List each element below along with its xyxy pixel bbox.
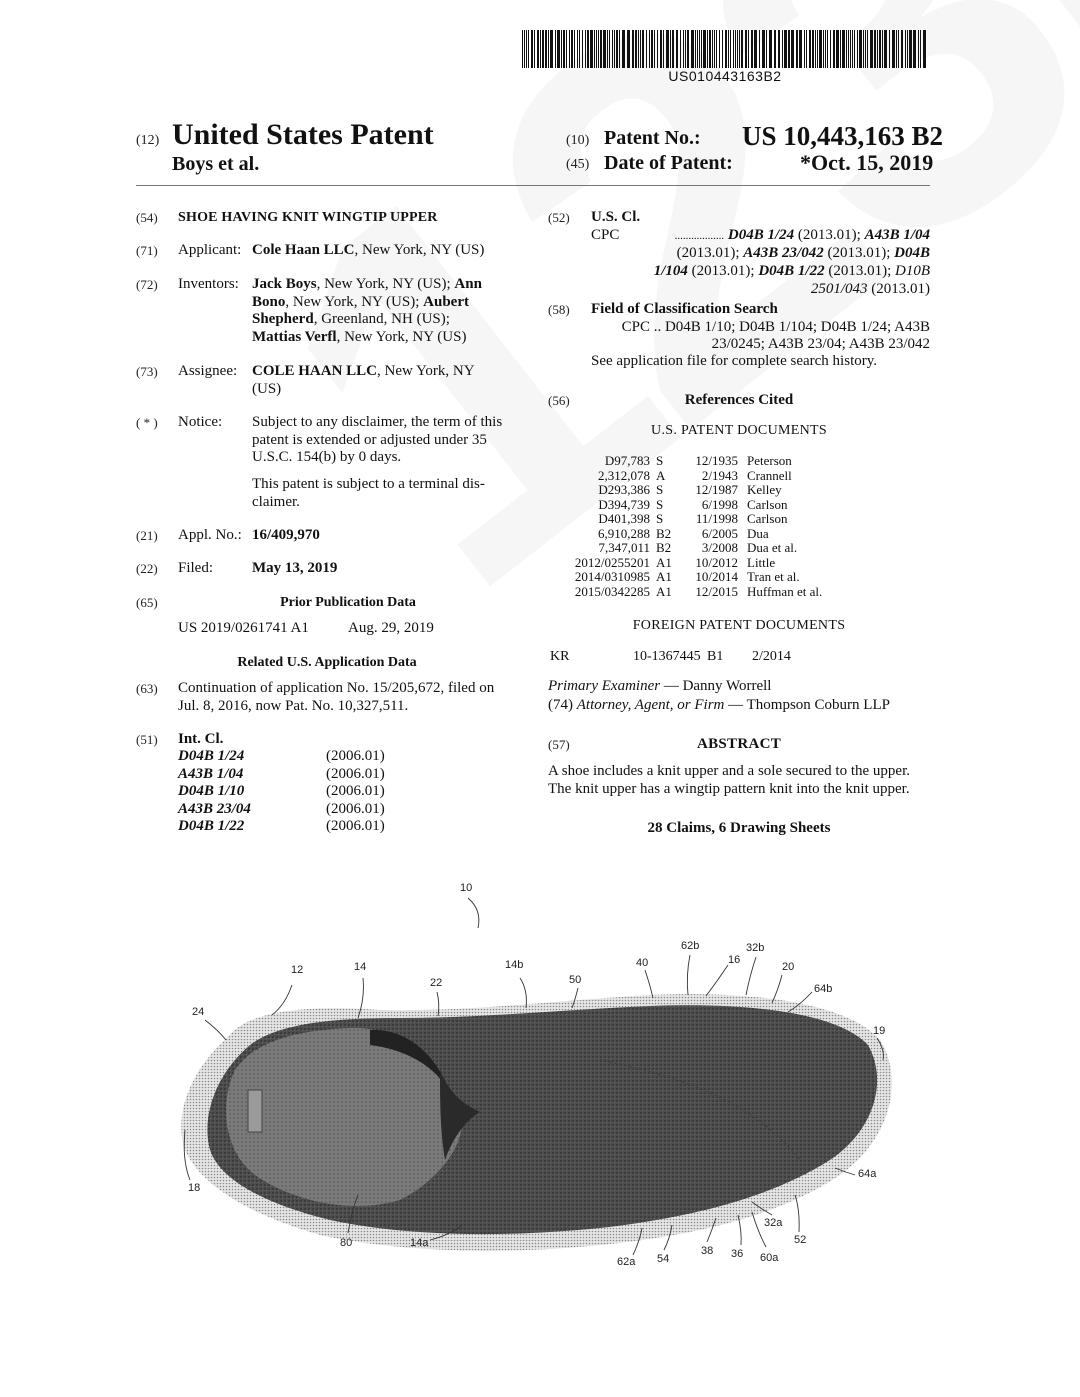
barcode-bar xyxy=(579,30,580,68)
barcode-bar xyxy=(733,30,734,68)
reference-kind: S xyxy=(656,496,664,512)
barcode-bar xyxy=(762,30,765,68)
reference-date: 12/2015 xyxy=(695,583,738,599)
barcode-bar xyxy=(666,30,669,68)
invention-title: SHOE HAVING KNIT WINGTIP UPPER xyxy=(178,210,438,225)
barcode-bar xyxy=(748,30,749,68)
reference-inventor: Peterson xyxy=(747,453,792,468)
barcode-bar xyxy=(859,30,862,68)
reference-row xyxy=(555,570,822,585)
code-52: (52) xyxy=(548,210,570,225)
barcode-bar xyxy=(654,30,655,68)
barcode-bar xyxy=(819,30,822,68)
barcode-bar xyxy=(874,30,876,68)
barcode-bar xyxy=(737,30,738,68)
barcode-bar xyxy=(557,30,560,68)
code-51: (51) xyxy=(136,732,158,747)
ref-label: 22 xyxy=(430,977,443,989)
ref-label: 24 xyxy=(192,1006,205,1018)
barcode-bar xyxy=(619,30,620,68)
terminal-disclaimer: This patent is subject to a terminal dis- claimer. xyxy=(252,476,485,510)
code-56: (56) xyxy=(548,393,570,408)
barcode-bar xyxy=(594,30,595,68)
reference-number: 2,312,078 xyxy=(598,467,650,483)
assignee-label: Assignee: xyxy=(178,363,238,379)
barcode-bar xyxy=(867,30,868,68)
barcode-bar xyxy=(660,30,662,68)
code-73: (73) xyxy=(136,364,158,379)
prior-pub-number: US 2019/0261741 A1 xyxy=(178,620,309,636)
us-cl-label: U.S. Cl. xyxy=(591,209,641,225)
barcode-bar xyxy=(817,30,818,68)
barcode-bar xyxy=(528,30,529,68)
ref-label: 12 xyxy=(291,964,304,976)
barcode-bar xyxy=(638,30,639,68)
reference-row xyxy=(555,483,822,498)
reference-inventor: Carlson xyxy=(747,496,788,512)
int-cl-row: D04B 1/24 (2006.01) xyxy=(178,748,385,764)
code-notice: ( * ) xyxy=(136,415,158,430)
notice-label: Notice: xyxy=(178,414,223,430)
int-cl-table xyxy=(178,748,385,836)
reference-date: 2/1943 xyxy=(701,467,738,483)
barcode-bar xyxy=(596,30,597,68)
barcode-bar xyxy=(542,30,544,68)
barcode-bar xyxy=(804,30,805,68)
barcode-bar xyxy=(534,30,535,68)
barcode-bar xyxy=(609,30,610,68)
reference-date: 6/2005 xyxy=(701,525,738,541)
code-45: (45) xyxy=(566,157,590,172)
barcode-bar xyxy=(865,30,866,68)
barcode-bar xyxy=(627,30,630,68)
reference-number: D394,739 xyxy=(598,496,650,512)
reference-date: 12/1987 xyxy=(695,482,738,497)
reference-kind: A xyxy=(656,467,666,483)
barcode-bar xyxy=(815,30,816,68)
barcode-bar xyxy=(799,30,802,68)
barcode-bar xyxy=(649,30,650,68)
us-cl-line-1: .................. D04B 1/24 (2013.01); A43B 1/04 xyxy=(674,227,930,243)
date-label: Date of Patent: xyxy=(604,152,733,174)
barcode-bar xyxy=(892,30,895,68)
barcode-bar xyxy=(707,30,708,68)
ref-label: 18 xyxy=(188,1182,201,1194)
barcode-bar xyxy=(725,30,727,68)
barcode-bar xyxy=(913,30,916,68)
barcode-bar xyxy=(701,30,702,68)
barcode-bar xyxy=(884,30,887,68)
field-search-line-1: CPC .. D04B 1/10; D04B 1/104; D04B 1/24; A43B xyxy=(621,319,930,335)
field-search-label: Field of Classification Search xyxy=(591,301,778,317)
int-cl-row: A43B 23/04 (2006.01) xyxy=(178,800,385,817)
barcode-bar xyxy=(531,30,533,68)
foreign-number: 10-1367445 xyxy=(633,649,701,664)
barcode-bar xyxy=(663,30,664,68)
barcode-bar xyxy=(571,30,573,68)
reference-row xyxy=(555,527,822,542)
reference-number: D293,386 xyxy=(598,482,650,497)
barcode-bar xyxy=(680,30,681,68)
reference-row xyxy=(555,454,822,469)
patent-no-label: Patent No.: xyxy=(604,127,701,149)
ref-label: 19 xyxy=(873,1025,886,1037)
reference-number: 2015/0342285 xyxy=(574,583,650,599)
barcode-bar xyxy=(566,30,567,68)
barcode-bar xyxy=(577,30,578,68)
reference-number: 2014/0310985 xyxy=(574,569,650,584)
barcode-bar xyxy=(598,30,599,68)
barcode-bar xyxy=(741,30,743,68)
ref-label: 52 xyxy=(794,1234,807,1246)
code-58: (58) xyxy=(548,302,570,317)
reference-inventor: Crannell xyxy=(747,467,792,483)
ref-label: 36 xyxy=(731,1248,744,1260)
barcode-bar xyxy=(709,30,711,68)
us-cl-line-2: (2013.01); A43B 23/042 (2013.01); D04B xyxy=(676,245,930,261)
barcode-bar xyxy=(882,30,883,68)
barcode-bar xyxy=(714,30,715,68)
ref-label: 10 xyxy=(460,882,473,894)
reference-kind: A1 xyxy=(656,554,672,570)
barcode-bar xyxy=(585,30,586,68)
code-10: (10) xyxy=(566,133,590,148)
primary-examiner: Primary Examiner — Danny Worrell xyxy=(548,678,772,694)
barcode-bar xyxy=(730,30,731,68)
barcode-bar xyxy=(607,30,608,68)
barcode-bar xyxy=(697,30,698,68)
code-72: (72) xyxy=(136,277,158,292)
ref-label: 14a xyxy=(410,1237,429,1249)
barcode-bar xyxy=(754,30,757,68)
reference-kind: S xyxy=(656,511,664,526)
barcode-bar xyxy=(672,30,674,68)
prior-pub-date: Aug. 29, 2019 xyxy=(348,620,434,636)
authors: Boys et al. xyxy=(172,153,260,175)
appl-no: 16/409,970 xyxy=(252,527,320,543)
barcode-bar xyxy=(791,30,794,68)
barcode-bar xyxy=(836,30,839,68)
foreign-date: 2/2014 xyxy=(752,649,791,664)
barcode-bar xyxy=(850,30,851,68)
reference-number: 6,910,288 xyxy=(598,525,650,541)
barcode-bar xyxy=(569,30,570,68)
code-21: (21) xyxy=(136,528,158,543)
barcode-bar xyxy=(901,30,903,68)
barcode-bar xyxy=(896,30,897,68)
barcode-bar xyxy=(796,30,798,68)
barcode-bar xyxy=(683,30,684,68)
patent-number: US 10,443,163 B2 xyxy=(742,121,944,151)
barcode-bar xyxy=(840,30,841,68)
reference-kind: S xyxy=(656,453,664,468)
barcode-bar xyxy=(712,30,713,68)
barcode-bar xyxy=(909,30,912,68)
reference-inventor: Dua xyxy=(747,525,769,541)
ref-label: 14 xyxy=(354,961,367,973)
barcode-bar xyxy=(651,30,653,68)
code-71: (71) xyxy=(136,243,158,258)
barcode-bar xyxy=(563,30,565,68)
barcode-bar xyxy=(907,30,908,68)
barcode-bar xyxy=(695,30,696,68)
barcode-bar xyxy=(524,30,525,68)
barcode-bar xyxy=(685,30,686,68)
barcode-bar xyxy=(603,30,606,68)
barcode-bar xyxy=(782,30,783,68)
continuation-text: Continuation of application No. 15/205,672, filed on Jul. 8, 2016, now Pat. No. 10,327,511. xyxy=(178,680,495,714)
barcode-bar xyxy=(870,30,873,68)
reference-date: 12/1935 xyxy=(695,453,738,468)
barcode-bar xyxy=(830,30,831,68)
barcode-number: US010443163B2 xyxy=(668,68,782,84)
ref-label: 50 xyxy=(569,974,582,986)
reference-row xyxy=(555,498,822,513)
barcode-bar xyxy=(848,30,849,68)
shoe-drawing xyxy=(0,870,1080,1290)
barcode-bar xyxy=(622,30,625,68)
ref-label: 38 xyxy=(701,1245,714,1257)
prior-pub-heading: Prior Publication Data xyxy=(280,595,416,610)
barcode-bar xyxy=(632,30,634,68)
barcode-bar xyxy=(769,30,772,68)
reference-row xyxy=(555,556,822,571)
reference-inventor: Carlson xyxy=(747,511,788,526)
barcode-bar xyxy=(561,30,562,68)
barcode-bar xyxy=(728,30,729,68)
barcode-bar xyxy=(642,30,644,68)
barcode-bar xyxy=(806,30,807,68)
assignee: COLE HAAN LLC, New York, NY (US) xyxy=(252,363,475,397)
barcode-bar xyxy=(691,30,694,68)
barcode-bar xyxy=(877,30,878,68)
ref-label: 80 xyxy=(340,1237,353,1249)
foreign-docs-heading: FOREIGN PATENT DOCUMENTS xyxy=(632,618,846,633)
reference-kind: A1 xyxy=(656,569,672,584)
references-table xyxy=(555,454,822,599)
barcode-bar xyxy=(766,30,767,68)
int-cl-label: Int. Cl. xyxy=(178,731,224,747)
barcode-bar xyxy=(745,30,747,68)
barcode-bar xyxy=(846,30,847,68)
patent-date: *Oct. 15, 2019 xyxy=(800,150,934,175)
reference-number: 2012/0255201 xyxy=(574,554,650,570)
barcode-bar xyxy=(537,30,539,68)
barcode-bar xyxy=(657,30,658,68)
barcode-bar xyxy=(540,30,541,68)
inventors-list: Jack Boys, New York, NY (US); Ann Bono, New York, NY (US); Aubert Shepherd, Greenland, NH (US); Mattias Verfl, New York, NY (US) xyxy=(252,276,482,345)
reference-date: 10/2012 xyxy=(695,554,738,570)
ref-label: 14b xyxy=(505,959,524,971)
barcode-bar xyxy=(545,30,547,68)
filed-label: Filed: xyxy=(178,560,214,576)
barcode-bar xyxy=(548,30,549,68)
applicant-label: Applicant: xyxy=(178,242,242,258)
cpc-label: CPC xyxy=(591,227,620,243)
barcode-bar xyxy=(857,30,858,68)
reference-date: 10/2014 xyxy=(695,569,738,584)
barcode-bar xyxy=(809,30,811,68)
barcode-bar xyxy=(898,30,899,68)
barcode-bar xyxy=(670,30,671,68)
applicant: Cole Haan LLC, New York, NY (US) xyxy=(252,242,485,258)
ref-label: 54 xyxy=(657,1253,670,1265)
appl-no-label: Appl. No.: xyxy=(178,527,242,543)
barcode-bar xyxy=(590,30,593,68)
header-divider xyxy=(136,185,930,186)
us-cl-line-3: 1/104 (2013.01); D04B 1/22 (2013.01); D10B xyxy=(653,263,930,279)
barcode-bar xyxy=(827,30,828,68)
barcode-bar xyxy=(555,30,556,68)
search-history-note: See application file for complete search history. xyxy=(591,353,878,369)
barcode-bar xyxy=(852,30,853,68)
barcode-bar xyxy=(842,30,845,68)
reference-date: 6/1998 xyxy=(701,496,738,512)
code-57: (57) xyxy=(548,737,570,752)
field-search-line-2: 23/0245; A43B 23/04; A43B 23/042 xyxy=(711,336,930,352)
reference-inventor: Dua et al. xyxy=(747,540,798,555)
reference-row xyxy=(555,585,822,600)
reference-inventor: Tran et al. xyxy=(747,569,800,584)
ref-label: 60a xyxy=(760,1252,779,1264)
barcode-bar xyxy=(600,30,602,68)
reference-inventor: Huffman et al. xyxy=(747,583,823,599)
barcode-bar xyxy=(788,30,790,68)
barcode-bar xyxy=(719,30,720,68)
barcode-bar xyxy=(687,30,689,68)
ref-label: 62b xyxy=(681,940,700,952)
attorney: (74) Attorney, Agent, or Firm — Thompson Coburn LLP xyxy=(548,697,890,713)
reference-date: 11/1998 xyxy=(695,511,738,526)
barcode-bar xyxy=(823,30,824,68)
barcode-bar xyxy=(774,30,776,68)
reference-row xyxy=(555,541,822,556)
barcode-bar xyxy=(646,30,647,68)
barcode-bar xyxy=(614,30,615,68)
ref-label: 32a xyxy=(764,1217,783,1229)
barcode-bar xyxy=(722,30,723,68)
abstract-heading: ABSTRACT xyxy=(696,736,782,752)
related-heading: Related U.S. Application Data xyxy=(237,655,417,670)
abstract-text: A shoe includes a knit upper and a sole secured to the upper. The knit upper has a wingtip pattern knit into the knit upper. xyxy=(548,763,910,797)
heel-tab xyxy=(248,1090,262,1132)
barcode-bar xyxy=(751,30,753,68)
barcode-bar xyxy=(833,30,835,68)
reference-number: 7,347,011 xyxy=(598,540,650,555)
code-65: (65) xyxy=(136,595,158,610)
barcode-bar xyxy=(716,30,717,68)
barcode-bar xyxy=(854,30,855,68)
barcode-bar xyxy=(889,30,890,68)
us-cl-line-4: 2501/043 (2013.01) xyxy=(810,281,930,297)
barcode-bar xyxy=(522,30,523,68)
reference-number: D401,398 xyxy=(598,511,650,526)
us-docs-heading: U.S. PATENT DOCUMENTS xyxy=(651,423,827,438)
inventors-label: Inventors: xyxy=(178,276,239,292)
reference-inventor: Kelley xyxy=(747,482,782,497)
reference-kind: B2 xyxy=(656,540,672,555)
ref-label: 64b xyxy=(814,983,833,995)
ref-label: 32b xyxy=(746,942,765,954)
barcode-bar xyxy=(905,30,906,68)
reference-kind: S xyxy=(656,482,664,497)
code-54: (54) xyxy=(136,210,158,225)
reference-kind: A1 xyxy=(656,583,672,599)
code-63: (63) xyxy=(136,681,158,696)
barcode-bar xyxy=(735,30,736,68)
int-cl-row: D04B 1/22 (2006.01) xyxy=(178,818,385,834)
barcode-bar xyxy=(923,30,926,68)
reference-row xyxy=(555,469,822,484)
barcode-bar xyxy=(612,30,613,68)
barcode-bar xyxy=(574,30,575,68)
code-22: (22) xyxy=(136,561,158,576)
ref-label: 40 xyxy=(636,957,649,969)
barcode-bar xyxy=(879,30,881,68)
reference-row xyxy=(555,512,822,527)
reference-inventor: Little xyxy=(747,554,776,570)
ref-label: 20 xyxy=(782,961,795,973)
barcode-bar xyxy=(825,30,826,68)
barcode-bar xyxy=(863,30,864,68)
reference-number: D97,783 xyxy=(604,453,650,468)
reference-kind: B2 xyxy=(656,525,672,541)
barcode-bar xyxy=(778,30,780,68)
notice-text: Subject to any disclaimer, the term of this patent is extended or adjusted under 35 U.S.C. 154(b) by 0 days. xyxy=(252,414,503,465)
barcode-bar xyxy=(739,30,740,68)
filed-date: May 13, 2019 xyxy=(252,560,338,576)
foreign-country: KR xyxy=(550,649,570,664)
reference-date: 3/2008 xyxy=(701,540,738,555)
barcode-bar xyxy=(699,30,700,68)
barcode-bar xyxy=(784,30,787,68)
barcode-bar xyxy=(918,30,919,68)
barcode-bar xyxy=(526,30,527,68)
int-cl-row: D04B 1/10 (2006.01) xyxy=(178,783,385,799)
references-heading: References Cited xyxy=(684,392,794,408)
ref-label: 62a xyxy=(617,1256,636,1268)
barcode-bar xyxy=(812,30,814,68)
barcode-bar xyxy=(920,30,921,68)
barcode xyxy=(522,30,930,68)
barcode-bar xyxy=(640,30,641,68)
barcode-bar xyxy=(676,30,678,68)
barcode-bar xyxy=(703,30,706,68)
barcode-bar xyxy=(759,30,760,68)
code-12: (12) xyxy=(136,133,160,148)
ref-label: 16 xyxy=(728,954,741,966)
barcode-bar xyxy=(616,30,618,68)
barcode-bar xyxy=(587,30,589,68)
barcode-bar xyxy=(550,30,553,68)
barcode-bar xyxy=(582,30,583,68)
claims-summary: 28 Claims, 6 Drawing Sheets xyxy=(647,820,831,836)
int-cl-row: A43B 1/04 (2006.01) xyxy=(178,765,385,782)
ref-label: 64a xyxy=(858,1168,877,1180)
foreign-kind: B1 xyxy=(707,649,724,664)
barcode-bar xyxy=(635,30,637,68)
page-title: United States Patent xyxy=(172,118,434,151)
